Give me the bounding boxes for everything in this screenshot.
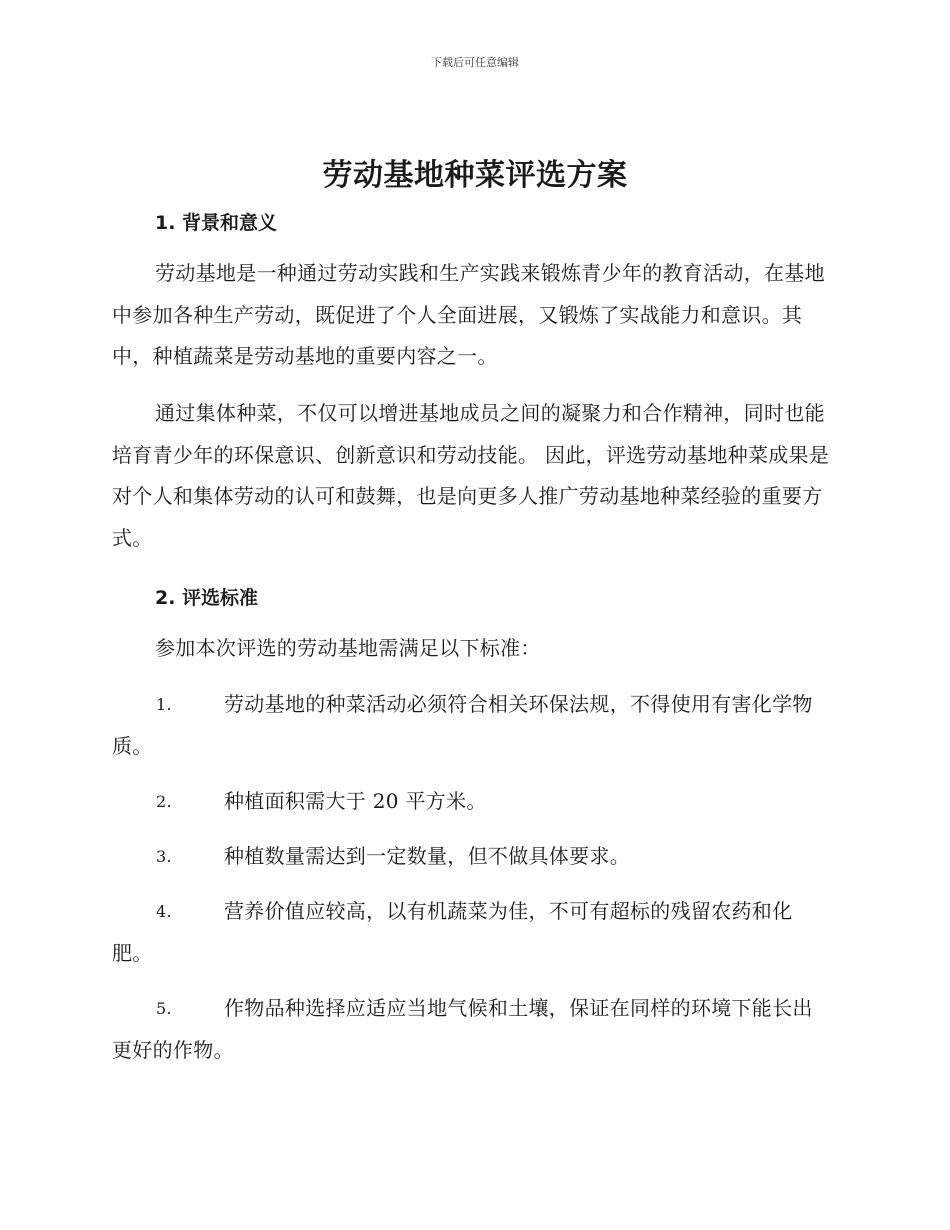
document-title: 劳动基地种菜评选方案	[322, 158, 628, 193]
list-item-text: 作物品种选择应适应当地气候和土壤，保证在同样的环境下能长出更好的作物。	[112, 996, 813, 1062]
list-item	[112, 781, 832, 823]
list-item-text: 劳动基地的种菜活动必须符合相关环保法规，不得使用有害化学物质。	[112, 692, 813, 758]
list-item	[112, 891, 832, 974]
paragraph-background-1: 劳动基地是一种通过劳动实践和生产实践来锻炼青少年的教育活动，在基地中参加各种生产劳动，既促进了个人全面进展，又锻炼了实战能力和意识。其中，种植蔬菜是劳动基地的重要内容之一。	[112, 261, 825, 368]
list-item-number: 5.	[156, 999, 172, 1018]
list-item-number: 4.	[156, 902, 172, 921]
criteria-intro: 参加本次评选的劳动基地需满足以下标准：	[155, 636, 541, 660]
list-item	[112, 836, 832, 878]
page-header-note: 下载后可任意编辑	[431, 56, 519, 69]
list-item-number: 3.	[156, 847, 172, 866]
section-heading-background: 1. 背景和意义	[155, 212, 278, 234]
list-item	[112, 988, 832, 1071]
list-item-text: 种植数量需达到一定数量，但不做具体要求。	[224, 844, 630, 868]
section-heading-criteria: 2. 评选标准	[155, 587, 259, 609]
list-item	[112, 684, 832, 767]
list-item-text: 种植面积需大于 20 平方米。	[224, 789, 487, 813]
list-item-text: 营养价值应较高，以有机蔬菜为佳，不可有超标的残留农药和化肥。	[112, 899, 793, 965]
list-item-number: 1.	[156, 695, 172, 714]
paragraph-background-2: 通过集体种菜，不仅可以增进基地成员之间的凝聚力和合作精神，同时也能培育青少年的环保意识、创新意识和劳动技能。 因此，评选劳动基地种菜成果是对个人和集体劳动的认可和鼓舞，也是向更多人推广劳动基地种菜经验的重要方式。	[112, 401, 830, 550]
list-item-number: 2.	[156, 792, 172, 811]
